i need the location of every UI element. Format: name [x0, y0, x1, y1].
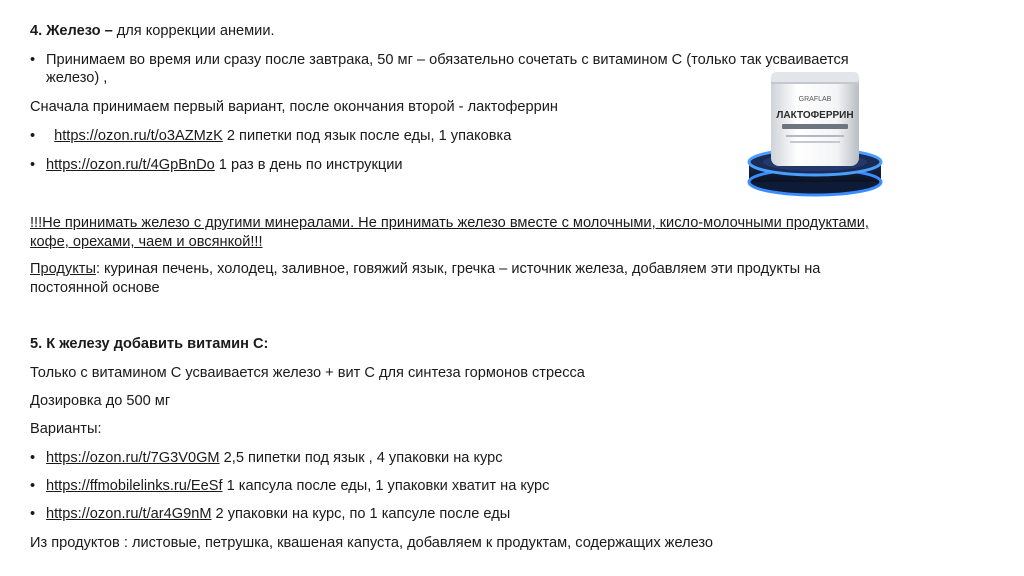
section4-heading: [30, 22, 275, 40]
products-label: Продукты: [30, 261, 96, 277]
bullet-text: Принимаем во время или сразу после завтрака, 50 мг – обязательно сочетать с витамином С (только так усваивается: [46, 52, 849, 68]
ozon-link-7G3V0GM[interactable]: https://ozon.ru/t/7G3V0GM: [46, 450, 220, 466]
order-note: Сначала принимаем первый вариант, после окончания второй - лактоферрин: [30, 99, 558, 115]
section4-title-rest: для коррекции анемии.: [112, 23, 275, 39]
products-line-1: [30, 260, 820, 278]
section5-line-2: Дозировка до 500 мг: [30, 393, 171, 409]
warning-line-1: !!!Не принимать железо с другими минералами. Не принимать железо вместе с молочными, кисло-молочными продуктами,: [30, 215, 869, 231]
label-band: [782, 124, 848, 129]
section4-link-row-2: [30, 156, 403, 174]
bullet-text-continued: железо) ,: [46, 70, 108, 86]
warning-line-2: кофе, орехами, чаем и овсянкой!!!: [30, 234, 263, 250]
section5-foods: Из продуктов : листовые, петрушка, квашеная капуста, добавляем к продуктам, содержащих железо: [30, 535, 714, 551]
link-description: 1 раз в день по инструкции: [214, 157, 403, 173]
products-text: : куриная печень, холодец, заливное, говяжий язык, гречка – источник железа, добавляем эти продукты на: [95, 261, 821, 277]
section5-link-row-1: [30, 449, 503, 467]
section5-line-3: Варианты:: [30, 421, 102, 437]
link-description: 1 капсула после еды, 1 упаковки хватит на курс: [222, 478, 550, 494]
section5-title: 5. К железу добавить витамин С:: [30, 336, 269, 352]
link-description: 2,5 пипетки под язык , 4 упаковки на курс: [219, 450, 503, 466]
ozon-link-o3AZMzK[interactable]: https://ozon.ru/t/o3AZMzK: [54, 128, 223, 144]
section4-bullet-1: [30, 51, 849, 69]
section4-title: 4. Железо –: [30, 23, 113, 39]
ozon-link-ar4G9nM[interactable]: https://ozon.ru/t/ar4G9nM: [46, 506, 212, 522]
section5-link-row-2: [30, 477, 549, 495]
product-name-label: ЛАКТОФЕРРИН: [776, 110, 854, 121]
section4-bullet-1-cont: [46, 69, 107, 87]
link-description: 2 пипетки под язык после еды, 1 упаковка: [222, 128, 512, 144]
section5-link-row-3: [30, 505, 510, 523]
link-description: 2 упаковки на курс, по 1 капсуле после еды: [211, 506, 511, 522]
section5-line-1: Только с витамином С усваивается железо + вит С для синтеза гормонов стресса: [30, 365, 585, 381]
products-line-2: постоянной основе: [30, 280, 160, 296]
section4-link-row-1: [30, 127, 511, 145]
lactoferrin-product-image: [744, 58, 886, 200]
brand-label: GRAFLAB: [798, 96, 832, 103]
ozon-link-4GpBnDo[interactable]: https://ozon.ru/t/4GpBnDo: [46, 157, 215, 173]
ffmobilelinks-link-EeSf[interactable]: https://ffmobilelinks.ru/EeSf: [46, 478, 223, 494]
